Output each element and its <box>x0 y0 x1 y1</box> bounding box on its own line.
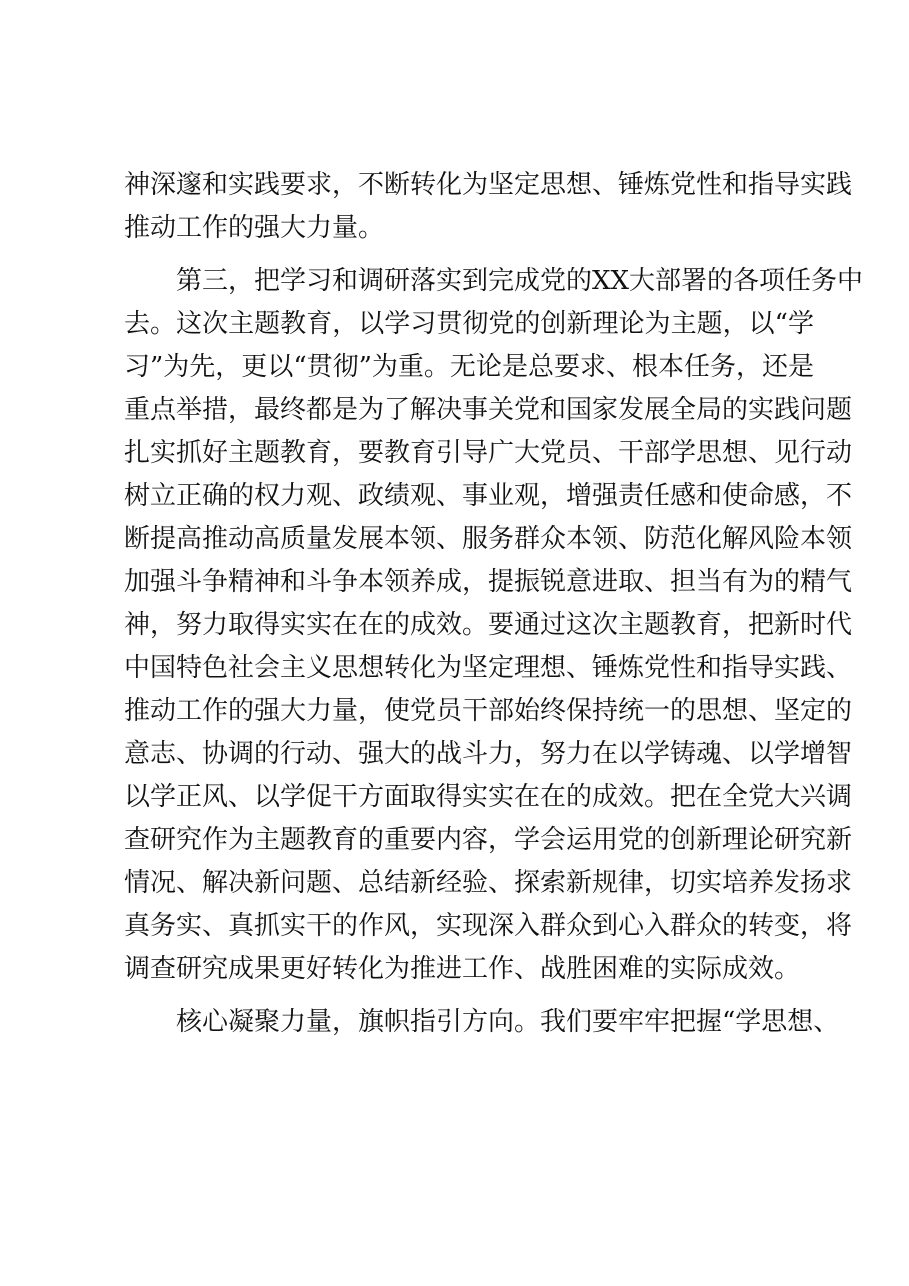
text-line: 去。这次主题教育，以学习贯彻党的创新理论为主题，以“学 <box>124 309 814 339</box>
paragraph-gap <box>124 250 814 260</box>
text-line: 查研究作为主题教育的重要内容，学会运用党的创新理论研究新 <box>124 825 853 855</box>
text-line: 加强斗争精神和斗争本领养成，提振锐意进取、担当有为的精气 <box>124 567 853 597</box>
paragraph-3 <box>124 1001 840 1044</box>
text-line: 核心凝聚力量，旗帜指引方向。我们要牢牢把握“学思想、 <box>176 1007 840 1037</box>
text-line: 习”为先，更以“贯彻”为重。无论是总要求、根本任务，还是 <box>124 352 814 382</box>
text-line: 以学正风、以学促干方面取得实实在在的成效。把在全党大兴调 <box>124 782 853 812</box>
document-body <box>124 164 864 1044</box>
text-line: 中国特色社会主义思想转化为坚定理想、锤炼党性和指导实践、 <box>124 653 853 683</box>
text-line: 真务实、真抓实干的作风，实现深入群众到心入群众的转变，将 <box>124 911 853 941</box>
text-line: 重点举措，最终都是为了解决事关党和国家发展全局的实践问题 <box>124 395 853 425</box>
text-line: 树立正确的权力观、政绩观、事业观，增强责任感和使命感，不 <box>124 481 853 511</box>
text-line: 断提高推动高质量发展本领、服务群众本领、防范化解风险本领 <box>124 524 853 554</box>
text-line: 扎实抓好主题教育，要教育引导广大党员、干部学思想、见行动 <box>124 438 853 468</box>
text-line: 意志、协调的行动、强大的战斗力，努力在以学铸魂、以学增智 <box>124 739 853 769</box>
text-line: 情况、解决新问题、总结新经验、探索新规律，切实培养发扬求 <box>124 868 853 898</box>
paragraph-gap <box>124 991 814 1001</box>
text-line: 神，努力取得实实在在的成效。要通过这次主题教育，把新时代 <box>124 610 853 640</box>
text-line: 推动工作的强大力量，使党员干部始终保持统一的思想、坚定的 <box>124 696 853 726</box>
paragraph-2 <box>124 260 864 991</box>
text-line: 调查研究成果更好转化为推进工作、战胜困难的实际成效。 <box>124 954 801 984</box>
text-line: 神深邃和实践要求，不断转化为坚定思想、锤炼党性和指导实践 <box>124 170 853 200</box>
text-line: 推动工作的强大力量。 <box>124 213 385 243</box>
paragraph-1 <box>124 164 853 250</box>
text-line: 第三，把学习和调研落实到完成党的XX大部署的各项任务中 <box>176 266 864 296</box>
